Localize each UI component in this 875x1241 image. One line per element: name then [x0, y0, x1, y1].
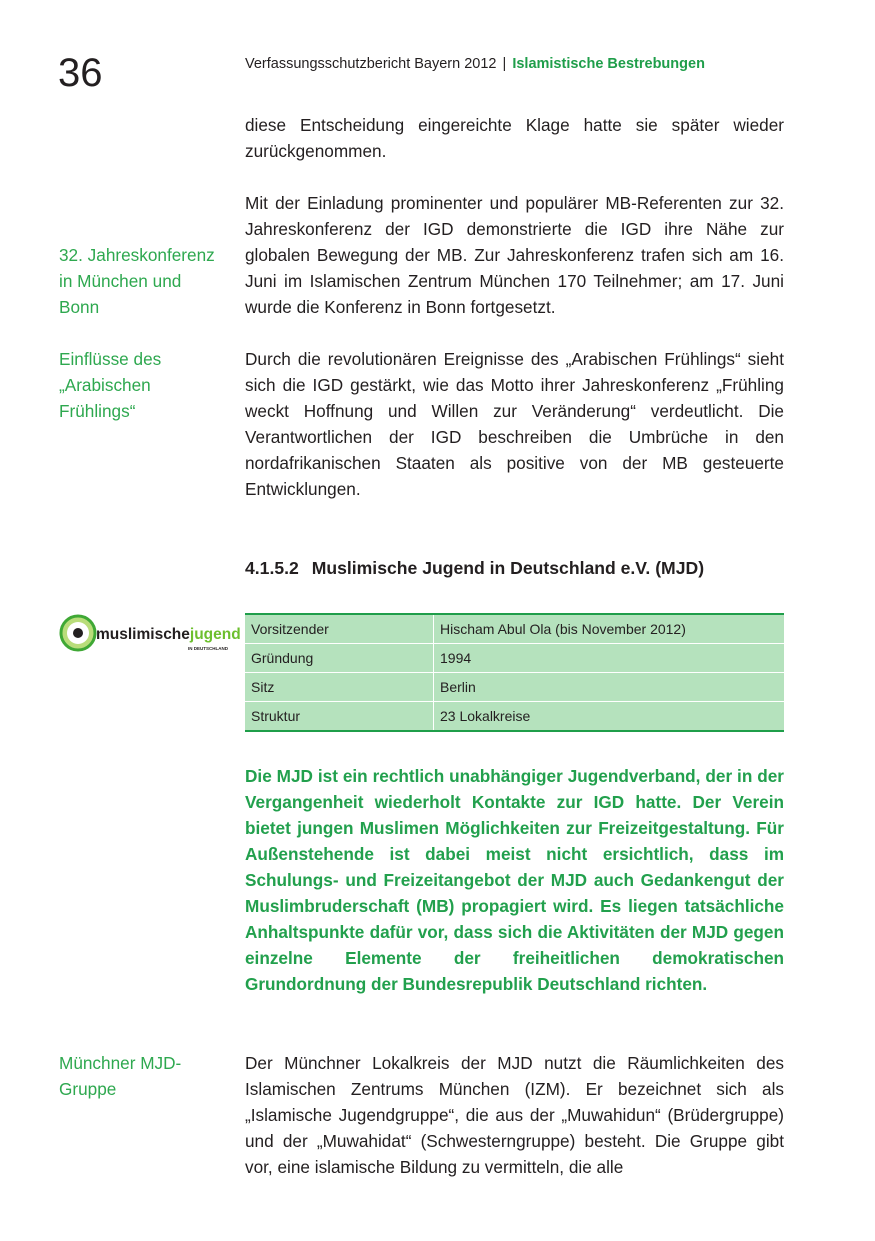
- table-row: [245, 673, 784, 702]
- table-cell-label: Gründung: [245, 644, 434, 673]
- table-cell-value: 1994: [434, 644, 785, 673]
- mjd-logo: [58, 611, 241, 655]
- section-heading-title: Muslimische Jugend in Deutschland e.V. (MJD): [311, 558, 705, 578]
- section-heading: [245, 556, 805, 580]
- table-cell-label: Vorsitzender: [245, 614, 434, 644]
- table-row: [245, 702, 784, 732]
- mjd-info-table: [245, 613, 784, 732]
- logo-figure-icon: [73, 628, 83, 638]
- svg-text:muslimischejugend: [96, 626, 241, 643]
- table-row: [245, 614, 784, 644]
- table-cell-value: Berlin: [434, 673, 785, 702]
- table-cell-value: Hischam Abul Ola (bis November 2012): [434, 614, 785, 644]
- publication-title: Verfassungsschutzbericht Bayern 2012: [245, 56, 497, 72]
- paragraph-muenchner-mjd: Der Münchner Lokalkreis der MJD nutzt die Räumlichkeiten des Islamischen Zentrums München (IZM). Er bezeichnet sich als „Islamische Jugendgruppe“, die aus der „Muwahidun“ (Brüdergruppe) und der „Muwahidat“ (Schwesterngruppe) besteht. Die Gruppe gibt vor, eine islamische Bildung zu vermitteln, die alle: [245, 1053, 784, 1177]
- table-row: [245, 644, 784, 673]
- margin-note-arabischer-fruehling: Einflüsse des „Arabischen Frühlings“: [59, 349, 162, 421]
- table-cell-label: Sitz: [245, 673, 434, 702]
- running-head: [245, 55, 705, 73]
- paragraph-klage: diese Entscheidung eingereichte Klage hatte sie später wieder zurückgenommen.: [245, 115, 784, 161]
- margin-note-muenchner-mjd: Münchner MJD-Gruppe: [59, 1053, 182, 1099]
- section-heading-number: 4.1.5.2: [245, 558, 299, 578]
- table-cell-label: Struktur: [245, 702, 434, 732]
- logo-word-muslimische: muslimische: [96, 626, 190, 643]
- paragraph-jahreskonferenz: Mit der Einladung prominenter und populärer MB-Referenten zur 32. Jahreskonferenz der IGD demonstrierte die IGD ihre Nähe zur globalen Bewegung der MB. Zur Jahreskonferenz trafen sich am 16. Juni im Islamischen Zentrum München 170 Teilnehmer; am 17. Juni wurde die Konferenz in Bonn fortgesetzt.: [245, 193, 784, 317]
- logo-subtitle: IN DEUTSCHLAND: [188, 646, 228, 651]
- section-title: Islamistische Bestrebungen: [512, 56, 705, 72]
- paragraph-arabischer-fruehling: Durch die revolutionären Ereignisse des „Arabischen Frühlings“ sieht sich die IGD gestärkt, wie das Motto ihrer Jahreskonferenz „Frühling weckt Hoffnung und Willen zur Veränderung“ verdeutlicht. Die Verantwortlichen der IGD beschreiben die Umbrüche in den nordafrikanischen Staaten als positive von der MB gesteuerte Entwicklungen.: [245, 349, 784, 499]
- margin-note-jahreskonferenz: 32. Jahreskonferenz in München und Bonn: [59, 245, 215, 317]
- highlighted-summary: Die MJD ist ein rechtlich unabhängiger Jugendverband, der in der Vergangenheit wiederholt Kontakte zur IGD hatte. Der Verein bietet jungen Muslimen Möglichkeiten zur Freizeitgestaltung. Für Außenstehende ist dabei meist nicht ersichtlich, dass im Schulungs- und Freizeitangebot der MJD auch Gedankengut der Muslimbruderschaft (MB) propagiert wird. Es liegen tatsächliche Anhaltspunkte dafür vor, dass sich die Aktivitäten der MJD gegen einzelne Elemente der freiheitlichen demokratischen Grundordnung der Bundesrepublik Deutschland richten.: [245, 766, 784, 994]
- logo-word-jugend: jugend: [189, 626, 241, 643]
- table-cell-value: 23 Lokalkreise: [434, 702, 785, 732]
- header-separator: |: [502, 56, 507, 72]
- page-number: 36: [58, 51, 103, 95]
